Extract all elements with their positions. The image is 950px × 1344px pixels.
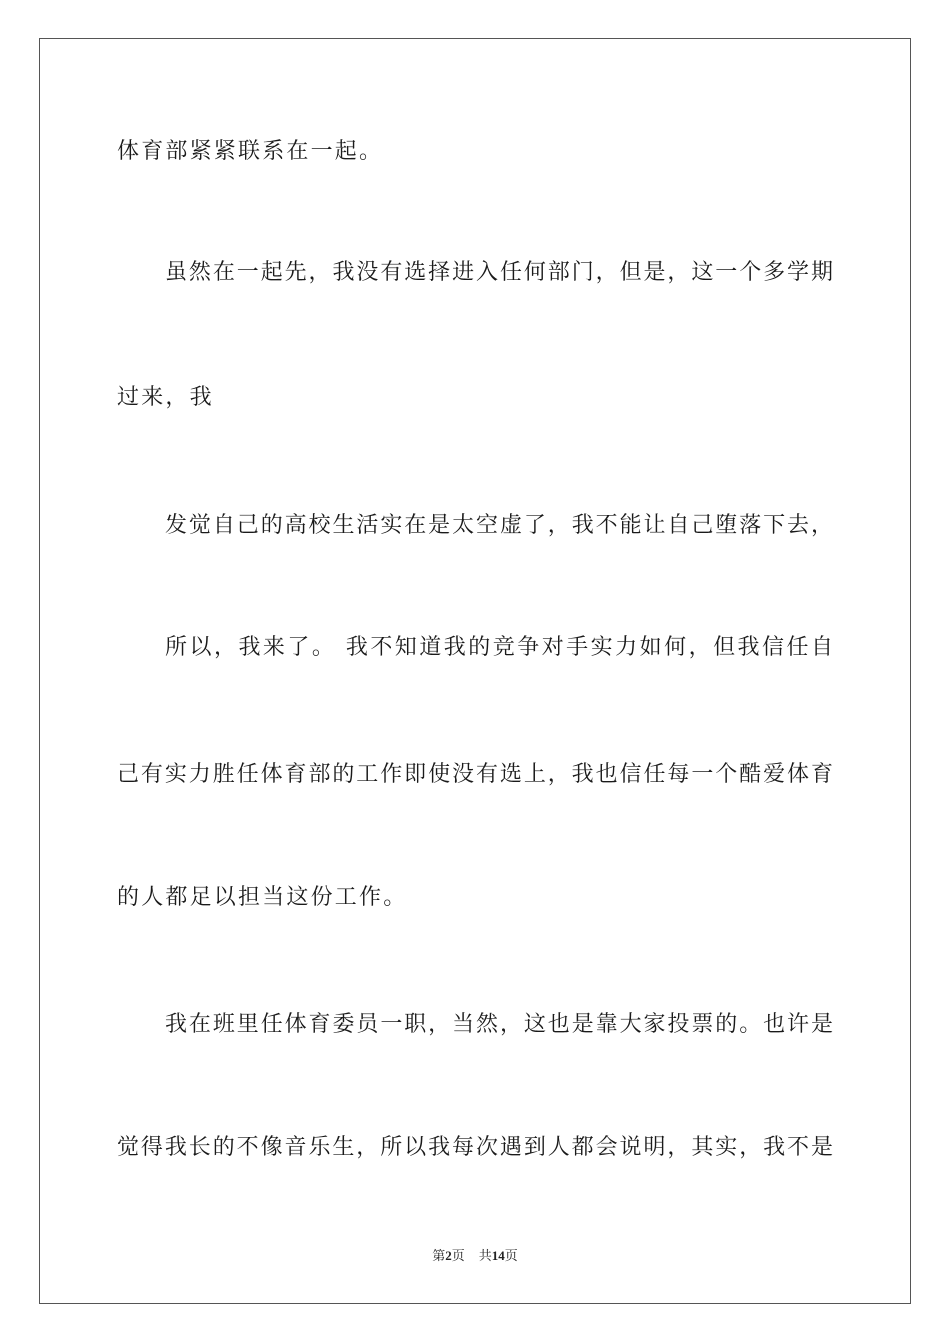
total-suffix: 页 <box>504 1248 518 1263</box>
paragraph-line: 的人都足以担当这份工作。 <box>117 885 408 910</box>
paragraph-line: 体育部紧紧联系在一起。 <box>117 139 384 164</box>
page-suffix: 页 <box>451 1248 465 1263</box>
page-prefix: 第 <box>432 1248 446 1263</box>
total-prefix: 共 <box>478 1248 492 1263</box>
paragraph-line: 我在班里任体育委员一职，当然，这也是靠大家投票的。也许是 <box>165 1012 833 1037</box>
page-footer <box>0 1246 950 1266</box>
paragraph-line: 发觉自己的高校生活实在是太空虚了，我不能让自己堕落下去， <box>165 513 833 538</box>
paragraph-line: 己有实力胜任体育部的工作即使没有选上，我也信任每一个酷爱体育 <box>117 762 833 787</box>
page-border <box>39 38 911 1304</box>
paragraph-line: 虽然在一起先，我没有选择进入任何部门，但是，这一个多学期 <box>165 260 833 285</box>
paragraph-line: 觉得我长的不像音乐生，所以我每次遇到人都会说明，其实，我不是 <box>117 1135 833 1160</box>
paragraph-line: 过来，我 <box>117 385 214 410</box>
total-pages: 14 <box>491 1248 505 1263</box>
page-number: 2 <box>445 1248 452 1263</box>
paragraph-line: 所以，我来了。 我不知道我的竞争对手实力如何，但我信任自 <box>165 635 833 660</box>
